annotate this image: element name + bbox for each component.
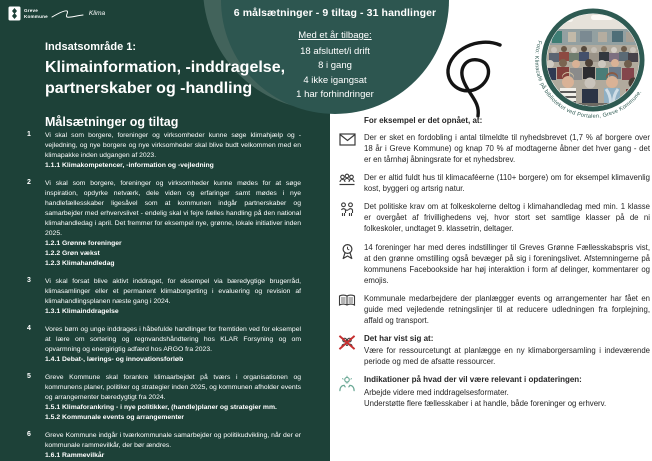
- goal-number: 5: [27, 372, 31, 380]
- goal-subitem: 1.2.3 Klimahandledag: [45, 259, 115, 267]
- goal-subitem: 1.2.2 Grøn vækst: [45, 249, 100, 257]
- award-icon: [340, 243, 355, 260]
- page-title: Klimainformation, -inddragelse, partnerskaber og -handling: [45, 59, 286, 97]
- kicker: Indsatsområde 1:: [45, 41, 137, 53]
- achievements-heading: For eksempel er det opnået, at:: [364, 116, 483, 125]
- klima-flourish-icon: [51, 7, 85, 21]
- children-icon: [339, 202, 355, 217]
- banner-status-heading: Med et år tilbage:: [298, 30, 372, 41]
- stat-obstructed: 1 har forhindringer: [296, 88, 374, 100]
- stat-completed: 18 afsluttet/i drift: [300, 46, 370, 57]
- goal-number: 6: [27, 430, 31, 438]
- indications-section: [338, 374, 650, 408]
- subtitle: Målsætninger og tiltag: [45, 114, 179, 129]
- goal-text: Vi skal som borgere, foreninger og virksomheder kunne søge klimahjælp og -vejledning, og nye borgere og nye virksomheder skal blive budt velkommen med en klimapakke inden udgangen af 2023.: [45, 132, 301, 159]
- crossed-out-gathering-icon: [338, 334, 356, 351]
- achievement-text: 14 foreninger har med deres indstillinger til Greves Grønne Fællesskabspris vist, at den grønne omstilling også bevæger på sig i foreningslivet. Afstemningerne på kommunens Facebookside har høj interaktion i form af delinger, kommentarer og emojis.: [364, 242, 650, 285]
- photo-caption: Foto: Klimacafé på biblioteket ved Portalen, Greve Kommune.: [533, 39, 644, 120]
- findings-heading: Det har vist sig at:: [364, 333, 434, 343]
- goal-item-3: [27, 277, 301, 317]
- goal-item-1: [27, 131, 301, 171]
- goal-subitem: 1.4.1 Debat-, lærings- og innovationsforløb: [45, 355, 184, 363]
- photo-klimacafe: [528, 0, 652, 127]
- goal-subitem: 1.5.2 Kommunale events og arrangementer: [45, 413, 185, 421]
- audience-icon: [338, 173, 356, 187]
- goal-number: 4: [27, 324, 31, 332]
- indications-heading: Indikationer på hvad der vil være relevant i opdateringen:: [364, 375, 582, 385]
- goals-list: [27, 131, 301, 461]
- envelope-icon: [339, 133, 356, 146]
- goal-subitem: 1.1.1 Klimakompetencer, -information og -vejledning: [45, 161, 214, 169]
- achievement-newsletter: [338, 132, 650, 165]
- achievement-klimacafe: [338, 172, 650, 194]
- goal-subitem: 1.6.1 Rammevilkår: [45, 451, 105, 459]
- achievement-faellesskabspris: [338, 242, 650, 286]
- goal-text: Vores børn og unge inddrages i håbefulde handlinger for fremtiden ved for eksempel at lære om sortering og regnvandshåndtering hos KLAR Forsyning og om opvarmning og energirigtig adfærd hos ARGO fra 2023.: [45, 325, 301, 353]
- goal-number: 2: [27, 178, 31, 186]
- goal-item-6: [27, 431, 301, 461]
- findings-section: [338, 333, 650, 367]
- stat-in-progress: 8 i gang: [318, 60, 352, 72]
- goal-text: Greve Kommune indgår i tværkommunale samarbejder og politikudvikling, når der er kommunale rammevilkår, der bør ændres.: [45, 431, 301, 449]
- goal-subitem: 1.3.1 Klimainddragelse: [45, 307, 119, 315]
- goal-item-2: [27, 179, 301, 269]
- achievement-skoler: [338, 201, 650, 234]
- achievement-text: Der er altid fuldt hus til klimacaféerne (110+ borgere) om for eksempel klimavenlig kost, byggeri og artsrig natur.: [364, 173, 650, 194]
- findings-text: Være for ressourcetungt at planlægge en ny klimaborgersamling i indeværende periode og med de afsatte ressourcer.: [364, 346, 650, 367]
- achievement-guide: [338, 293, 650, 326]
- logo-klima-script: Klima: [88, 10, 106, 17]
- stat-not-started: 4 ikke igangsat: [303, 74, 367, 86]
- goal-text: Vi skal forsat blive aktivt inddraget, for eksempel via bæredygtige brugerråd, klimasamlinger eller et permanent klimaborgerting i evaluering og revision af klimahandlingsplanen næste gang i 2024.: [45, 277, 301, 305]
- goal-subitem: 1.5.1 Klimaforankring - i nye politikker, (handle)planer og strategier mm.: [45, 403, 277, 411]
- indication-item: Understøtte flere fællesskaber i at handle, både foreninger og erhverv.: [364, 398, 607, 408]
- goal-number: 1: [27, 131, 31, 138]
- hands-lightbulb-icon: [338, 375, 356, 392]
- goal-text: Vi skal som borgere, foreninger og virksomheder kunne mødes for at søge inspiration, opdyrke netværk, dele viden og erfaringer samt mødes i nye handlefællesskaber ligesåvel som at kommunen indgår partnerskaber og samarbejder med erhvervslivet - endelig skal vi fejre fælles handling på den national klimahandledag i april. Det fremmer for eksempel nye, grønne, lokale initiativer inden 2025.: [45, 179, 301, 237]
- banner-title: 6 målsætninger - 9 tiltag - 31 handlinger: [233, 7, 437, 19]
- handdrawn-squiggle-icon: [438, 30, 518, 125]
- goal-subitem: 1.2.1 Grønne foreninger: [45, 239, 122, 247]
- achievement-text: Det politiske krav om at folkeskolerne deltog i klimahandledag med min. 1 klasse er overgået af frivillighedens vej, hvor stort set samtlige klasser på de ni folkeskoler, undtaget 9. klassetrin, deltager.: [364, 202, 650, 234]
- left-heading-block: [45, 41, 317, 129]
- achievement-text: Der er sket en fordobling i antal tilmeldte til nyhedsbrevet (1,7 % af borgere over 18 år i Greve Kommune) og knap 70 % af modtagerne åbner det hver gang - det er en tårnhøj åbningsrate for et nyhedsbrev.: [364, 133, 650, 165]
- goal-item-4: [27, 325, 301, 365]
- coat-of-arms-icon: [8, 6, 21, 21]
- goal-text: Greve Kommune skal forankre klimaarbejdet på tværs i organisationen og kommunens planer, politiker og strategier inden 2025, og kommunen afholder events og arrangementer bæredygtigt fra 2024.: [45, 373, 301, 401]
- greve-kommune-logo: [8, 6, 105, 21]
- logo-text: Greve Kommune: [24, 8, 48, 19]
- results-panel: [338, 116, 650, 409]
- guide-icon: [338, 294, 356, 307]
- achievement-text: Kommunale medarbejdere der planlægger events og arrangementer har fået en guide med vejledende retningslinjer til at reducere udledningen fra forplejning, affald og transport.: [364, 293, 650, 325]
- indication-item: Arbejde videre med inddragelsesformater.: [364, 387, 509, 397]
- goal-number: 3: [27, 276, 31, 284]
- goal-item-5: [27, 373, 301, 423]
